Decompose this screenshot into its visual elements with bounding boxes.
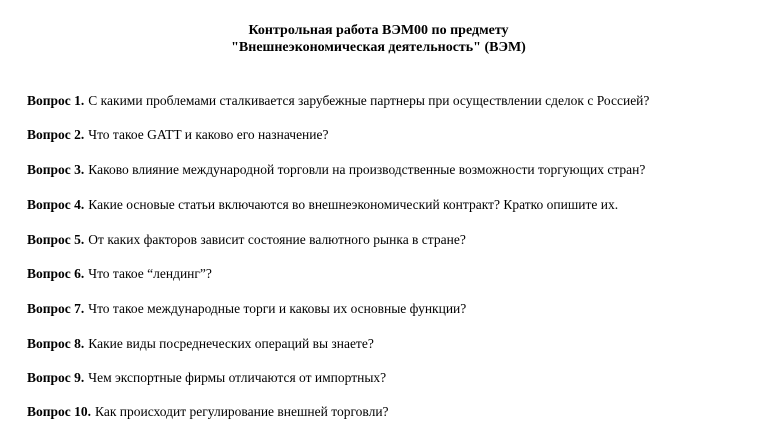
question-7 [27, 300, 466, 318]
question-text: От каких факторов зависит состояние валютного рынка в стране? [88, 232, 466, 247]
document-title-line-1: Контрольная работа ВЭМ00 по предмету [248, 23, 509, 38]
question-number: Вопрос 8. [27, 336, 85, 351]
question-4 [27, 196, 618, 214]
question-text: Как происходит регулирование внешней торговли? [95, 404, 389, 419]
question-2 [27, 126, 329, 144]
question-number: Вопрос 7. [27, 301, 85, 316]
question-text: Что такое GATT и каково его назначение? [88, 127, 329, 142]
question-number: Вопрос 1. [27, 93, 85, 108]
question-3 [27, 161, 645, 179]
question-number: Вопрос 4. [27, 197, 85, 212]
question-text: Какие основые статьи включаются во внешнеэкономический контракт? Кратко опишите их. [88, 197, 619, 212]
question-number: Вопрос 2. [27, 127, 85, 142]
question-9 [27, 369, 386, 387]
question-text: Чем экспортные фирмы отличаются от импортных? [88, 370, 387, 385]
question-6 [27, 265, 212, 283]
question-text: С какими проблемами сталкивается зарубежные партнеры при осуществлении сделок с Россией? [88, 93, 650, 108]
question-number: Вопрос 5. [27, 232, 85, 247]
question-number: Вопрос 3. [27, 162, 85, 177]
question-text: Каково влияние международной торговли на производственные возможности торгующих стран? [88, 162, 646, 177]
question-number: Вопрос 9. [27, 370, 85, 385]
question-5 [27, 231, 466, 249]
question-number: Вопрос 6. [27, 266, 85, 281]
question-number: Вопрос 10. [27, 404, 92, 419]
question-1 [27, 92, 649, 110]
document-title-line-2: "Внешнеэкономическая деятельность" (ВЭМ) [231, 40, 526, 55]
question-text: Какие виды посреднеческих операций вы знаете? [88, 336, 374, 351]
question-text: Что такое “лендинг”? [88, 266, 212, 281]
question-8 [27, 335, 374, 353]
question-10 [27, 403, 389, 421]
question-text: Что такое международные торги и каковы их основные функции? [88, 301, 467, 316]
